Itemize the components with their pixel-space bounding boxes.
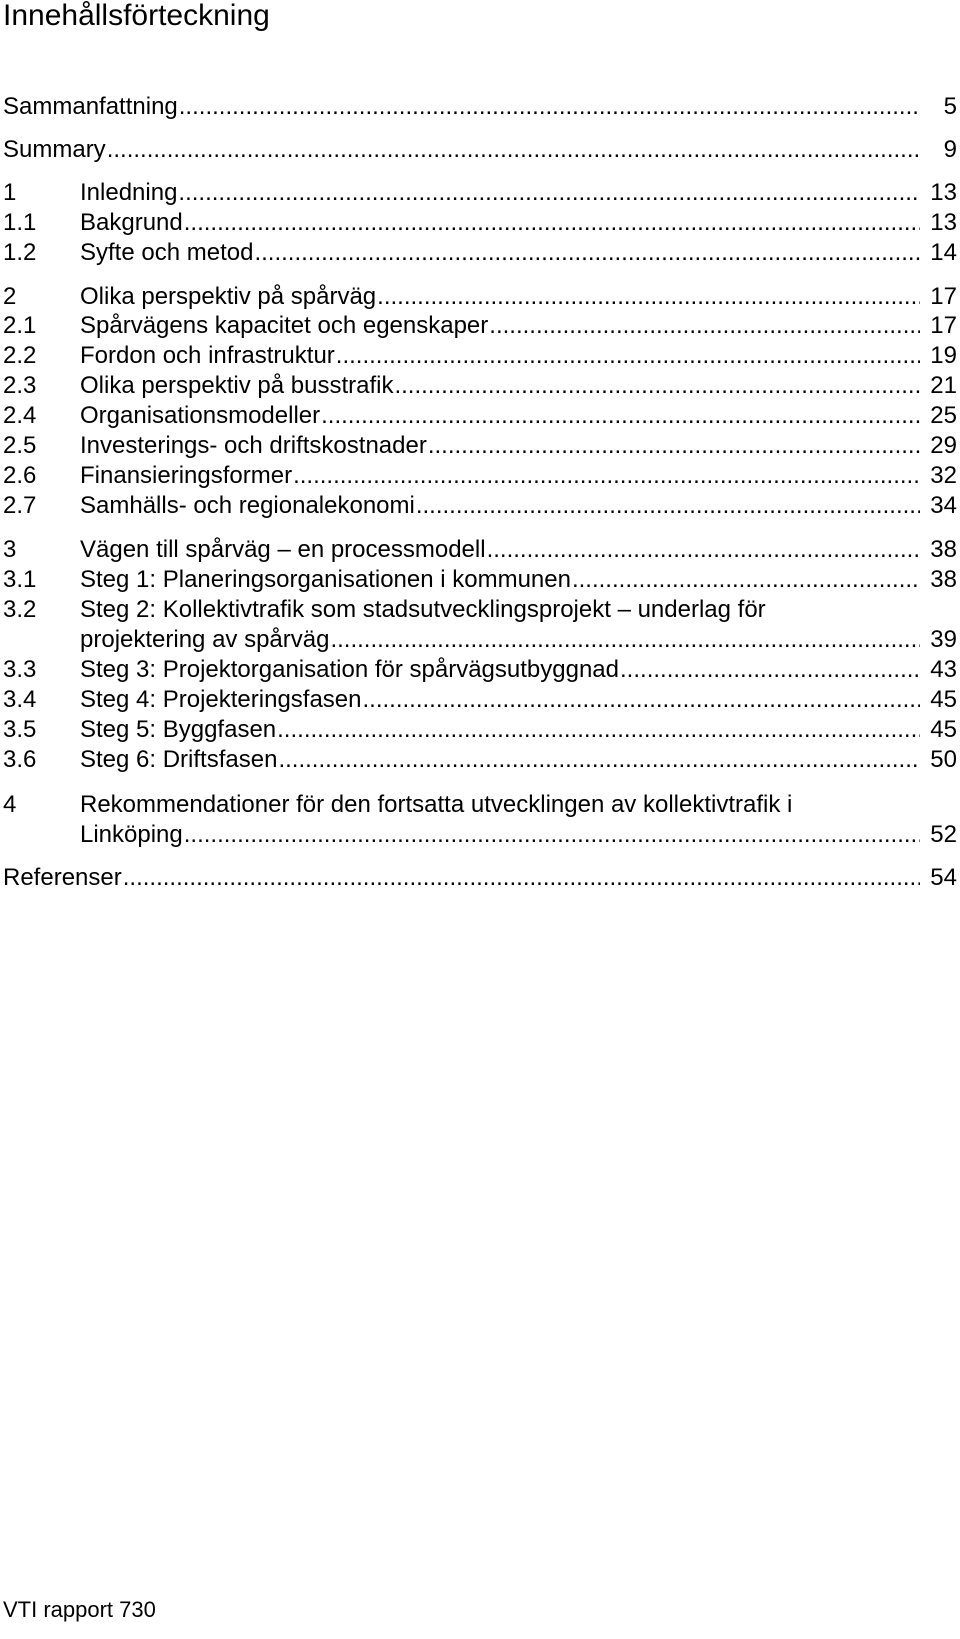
dot-leader <box>179 92 920 122</box>
toc-page-number: 43 <box>930 656 957 683</box>
dot-leader <box>336 341 920 371</box>
page-title: Innehållsförteckning <box>3 0 270 32</box>
dot-leader <box>254 238 920 268</box>
toc-section-number: 2.2 <box>3 342 37 369</box>
toc-section-number: 3.2 <box>3 596 37 623</box>
toc-section-number: 2.4 <box>3 402 37 429</box>
dot-leader <box>487 535 920 565</box>
toc-entry-label: Investerings- och driftskostnader <box>80 432 427 459</box>
toc-page-number: 32 <box>930 462 957 489</box>
dot-leader <box>394 371 920 401</box>
toc-page-number: 50 <box>930 746 957 773</box>
toc-entry-label: Samhälls- och regionalekonomi <box>80 492 415 519</box>
toc-section-number: 3 <box>3 536 17 563</box>
toc-page-number: 9 <box>943 136 957 163</box>
dot-leader <box>107 135 920 165</box>
toc-page-number: 25 <box>930 402 957 429</box>
toc-entry-3-2[interactable] <box>0 595 960 655</box>
toc-entry-label: Steg 6: Driftsfasen <box>80 746 278 773</box>
dot-leader <box>278 745 920 775</box>
toc-section-number: 2.5 <box>3 432 37 459</box>
toc-page-number: 29 <box>930 432 957 459</box>
toc-entry-label: Steg 1: Planeringsorganisationen i kommunen <box>80 566 571 593</box>
dot-leader <box>416 491 920 521</box>
toc-page-number: 45 <box>930 686 957 713</box>
dot-leader <box>428 431 920 461</box>
toc-entry-label: Summary <box>3 136 106 163</box>
toc-entry-label: Olika perspektiv på busstrafik <box>80 372 394 399</box>
toc-page-number: 13 <box>930 209 957 236</box>
toc-section-number: 2.1 <box>3 312 37 339</box>
toc-section-number: 1.2 <box>3 239 37 266</box>
toc-section-number: 3.5 <box>3 716 37 743</box>
toc-section-number: 1 <box>3 179 17 206</box>
toc-entry-label: Finansieringsformer <box>80 462 293 489</box>
toc-page-number: 52 <box>930 821 957 848</box>
toc-entry-label: Referenser <box>3 864 122 891</box>
toc-page-number: 17 <box>930 283 957 310</box>
toc-page-number: 13 <box>930 179 957 206</box>
dot-leader <box>277 715 920 745</box>
toc-section-number: 2 <box>3 283 17 310</box>
toc-page-number: 54 <box>930 864 957 891</box>
dot-leader <box>123 863 920 893</box>
toc-section-number: 3.1 <box>3 566 37 593</box>
toc-entry-label: Steg 3: Projektorganisation för spårvägsutbyggnad <box>80 656 620 683</box>
dot-leader <box>184 820 920 850</box>
toc-section-number: 4 <box>3 791 17 818</box>
toc-section-number: 3.3 <box>3 656 37 683</box>
toc-page-number: 14 <box>930 239 957 266</box>
dot-leader <box>620 655 920 685</box>
toc-page-number: 21 <box>930 372 957 399</box>
toc-section-number: 3.4 <box>3 686 37 713</box>
toc-section-number: 2.6 <box>3 462 37 489</box>
toc-page-number: 38 <box>930 536 957 563</box>
toc-entry-label-line1: Rekommendationer för den fortsatta utvecklingen av kollektivtrafik i <box>80 791 793 818</box>
report-footer: VTI rapport 730 <box>3 1597 156 1622</box>
toc-section-number: 2.7 <box>3 492 37 519</box>
toc-entry-label: Olika perspektiv på spårväg <box>80 283 377 310</box>
toc-entry-label: Syfte och metod <box>80 239 254 266</box>
toc-section-number: 1.1 <box>3 209 37 236</box>
dot-leader <box>363 685 921 715</box>
toc-entry-label: Organisationsmodeller <box>80 402 321 429</box>
toc-section-number: 3.6 <box>3 746 37 773</box>
toc-page-number: 38 <box>930 566 957 593</box>
toc-entry-label: Spårvägens kapacitet och egenskaper <box>80 312 489 339</box>
toc-page-number: 45 <box>930 716 957 743</box>
dot-leader <box>178 178 920 208</box>
toc-page-number: 34 <box>930 492 957 519</box>
toc-entry-label: Inledning <box>80 179 178 206</box>
toc-page-number: 17 <box>930 312 957 339</box>
toc-entry-label: Vägen till spårväg – en processmodell <box>80 536 486 563</box>
toc-section-number: 2.3 <box>3 372 37 399</box>
dot-leader <box>293 461 920 491</box>
dot-leader <box>184 208 920 238</box>
dot-leader <box>572 565 920 595</box>
toc-entry-label: Bakgrund <box>80 209 183 236</box>
toc-entry-label: Sammanfattning <box>3 93 178 120</box>
dot-leader <box>321 401 920 431</box>
toc-entry-label: Steg 5: Byggfasen <box>80 716 277 743</box>
toc-entry-4[interactable] <box>0 790 960 850</box>
toc-entry-label: Steg 4: Projekteringsfasen <box>80 686 362 713</box>
toc-page-number: 19 <box>930 342 957 369</box>
toc-page-number: 39 <box>930 626 957 653</box>
toc-entry-label: Fordon och infrastruktur <box>80 342 335 369</box>
toc-entry-label: projektering av spårväg <box>80 626 330 653</box>
toc-page-number: 5 <box>943 93 957 120</box>
toc-entry-label: Linköping <box>80 821 183 848</box>
dot-leader <box>330 625 920 655</box>
dot-leader <box>377 282 920 312</box>
toc-entry-label-line1: Steg 2: Kollektivtrafik som stadsutvecklingsprojekt – underlag för <box>80 596 766 623</box>
dot-leader <box>489 311 920 341</box>
